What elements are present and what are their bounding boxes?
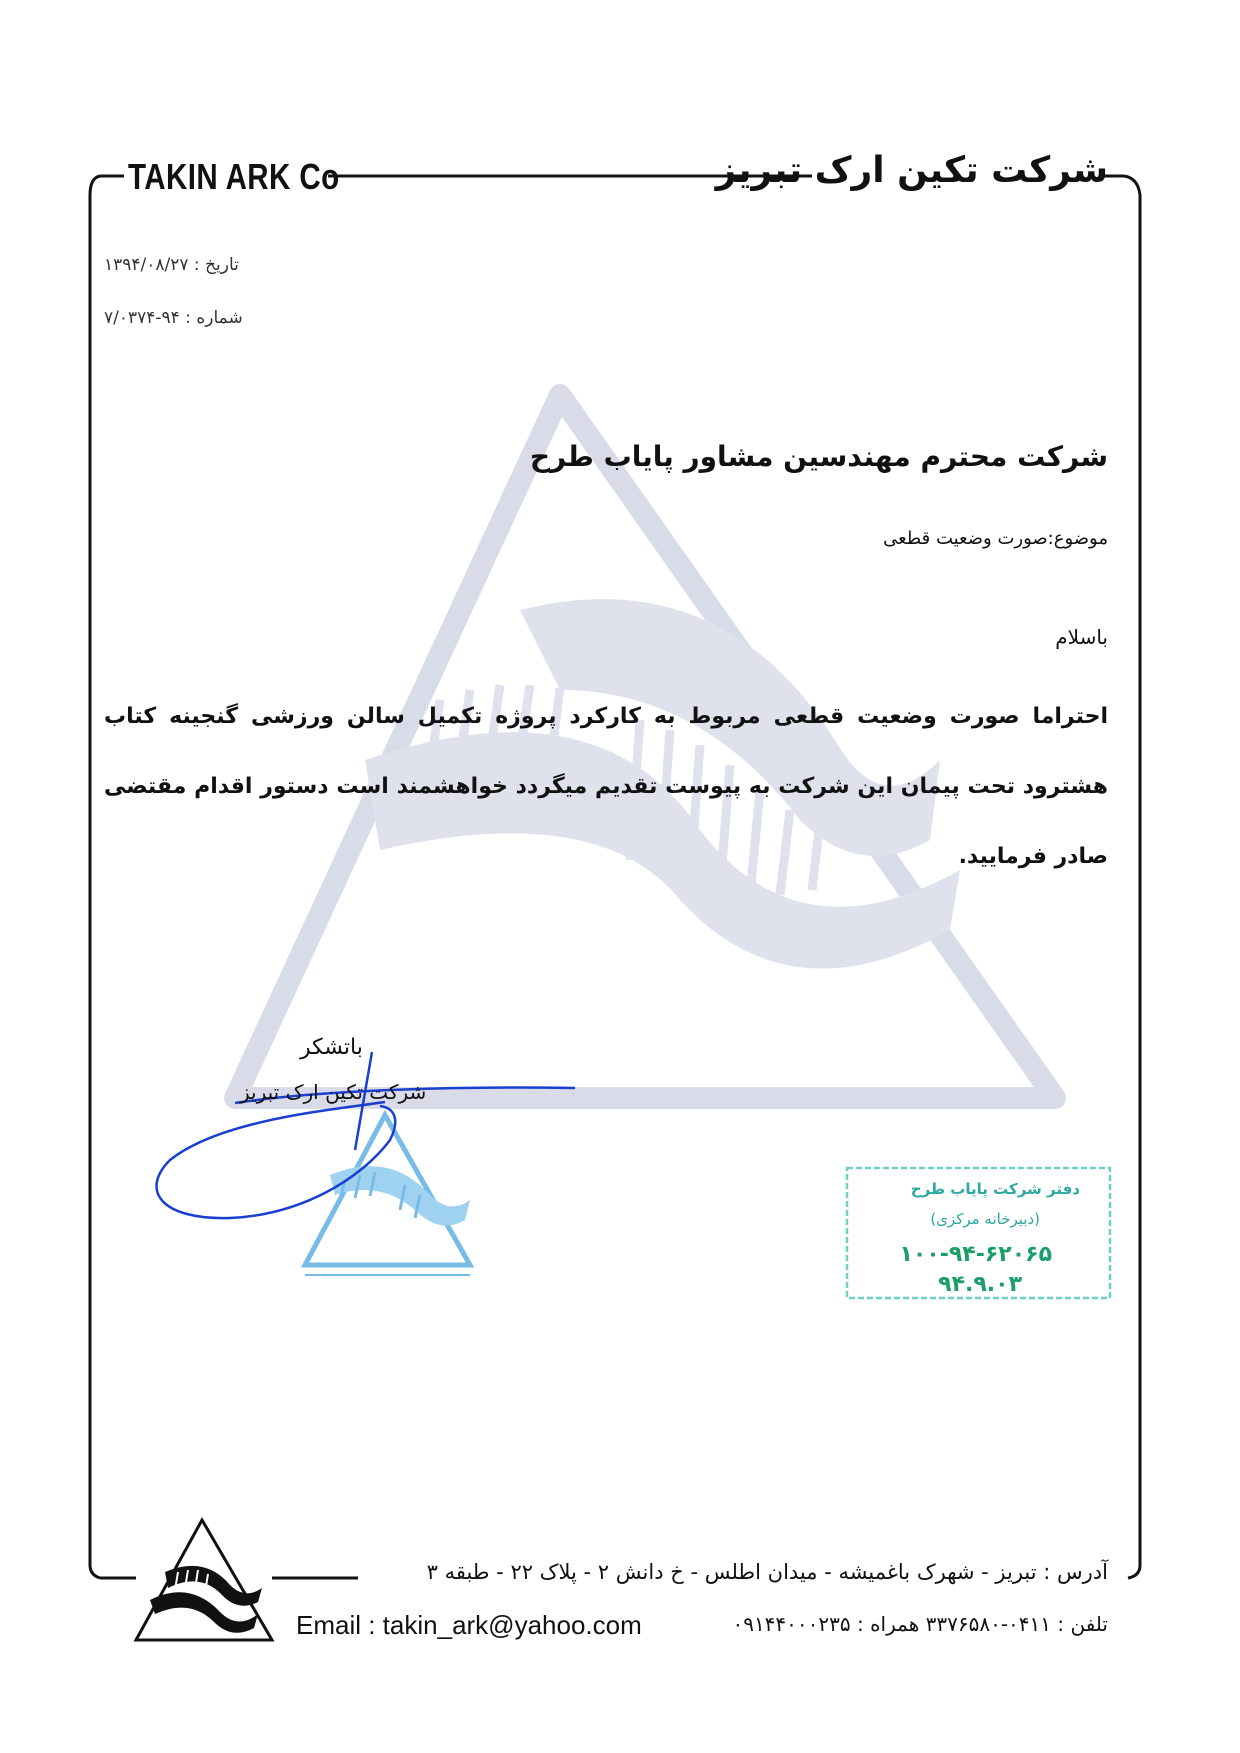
frame-left-border bbox=[90, 176, 100, 1578]
letter-date: تاریخ : ۱۳۹۴/۰۸/۲۷ bbox=[104, 255, 239, 275]
received-stamp bbox=[847, 1168, 1110, 1298]
footer-email: Email : takin_ark@yahoo.com bbox=[296, 1610, 642, 1640]
stamp-office: دفتر شرکت پایاب طرح bbox=[910, 1180, 1080, 1198]
recipient: شرکت محترم مهندسین مشاور پایاب طرح bbox=[529, 440, 1108, 473]
greeting: باسلام bbox=[1055, 625, 1108, 649]
signature bbox=[157, 1052, 576, 1218]
closing: باتشکر bbox=[300, 1035, 363, 1060]
signer-name: شرکت تکین ارک تبریز bbox=[240, 1080, 427, 1104]
company-stamp bbox=[305, 1115, 470, 1275]
letter-body: احتراما صورت وضعیت قطعی مربوط به کارکرد پروژه تکمیل سالن ورزشی گنجینه کتاب هشترود تحت پیمان این شرکت به پیوست تقدیم میگردد خواهشمند است دستور اقدام مقتضی صادر فرمایید. bbox=[104, 704, 1108, 869]
company-name-english: TAKIN ARK Co bbox=[128, 156, 340, 197]
stamp-register-number: ۱۰۰-۹۴-۶۲۰۶۵ bbox=[899, 1242, 1052, 1267]
letter-number: شماره : ۹۴-۷/۰۳۷۴ bbox=[104, 308, 243, 328]
frame-right-border bbox=[1124, 176, 1140, 1578]
footer-phones: تلفن : ۰۴۱۱-۳۳۷۶۵۸۰ همراه : ۰۹۱۴۴۰۰۰۲۳۵ bbox=[732, 1612, 1108, 1636]
stamp-date: ۹۴.۹.۰۳ bbox=[938, 1272, 1022, 1297]
subject-line: موضوع:صورت وضعیت قطعی bbox=[883, 528, 1108, 549]
footer-address: آدرس : تبریز - شهرک باغمیشه - میدان اطلس - خ دانش ۲ - پلاک ۲۲ - طبقه ۳ bbox=[426, 1560, 1108, 1584]
footer-logo-icon bbox=[136, 1520, 272, 1640]
company-name-persian: شرکت تکین ارک تبریز bbox=[715, 150, 1108, 191]
stamp-secretariat: (دبیرخانه مرکزی) bbox=[930, 1210, 1040, 1228]
